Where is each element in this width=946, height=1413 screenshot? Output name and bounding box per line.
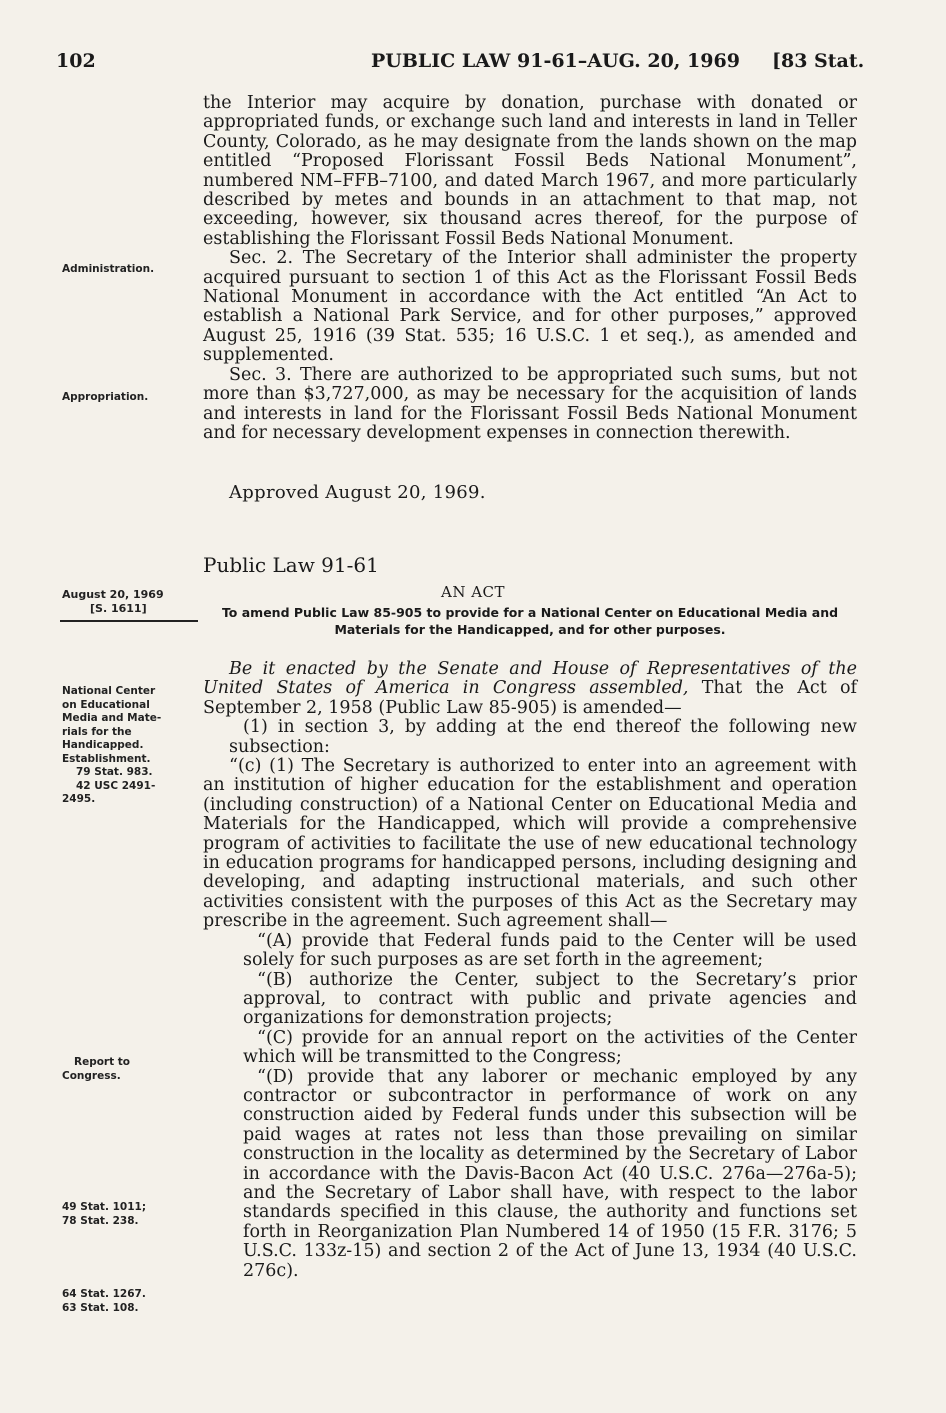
clause-c: “(C) provide for an annual report on the activities of the Center which will be transmitted to the Congress; xyxy=(243,1027,857,1068)
volume-ref: [83 Stat. xyxy=(772,50,865,72)
enacting-clause xyxy=(203,660,857,718)
enacting-clause-italic: Be it enacted by the Senate and House of Representatives of the United States of America in Congress assembled, xyxy=(203,659,857,699)
margin-note-administration: Administration. xyxy=(62,263,155,275)
approval-line: Approved August 20, 1969. xyxy=(229,482,486,503)
margin-center-line: 79 Stat. 983. xyxy=(76,766,153,778)
clause-b: “(B) authorize the Center, subject to the Secretary’s prior approval, to contract with public and private agencies and organizations for demonstration projects; xyxy=(243,969,857,1029)
enacting-clause-text: That the Act of September 2, 1958 (Public Law 85-905) is amended— xyxy=(203,678,857,718)
section-2: Sec. 2. The Secretary of the Interior shall administer the property acquired pursuant to section 1 of this Act as the Florissant Fossil Beds National Monument in accordance with the Act entitled “An Act to establish a National Park Service, and for other purposes,” approved August 25, 1916 (39 Stat. 535; 16 U.S.C. 1 et seq.), as amended and supplemented. xyxy=(203,248,857,366)
margin-note-center xyxy=(62,685,194,807)
margin-note-report xyxy=(62,1056,194,1083)
enactment-block xyxy=(203,660,857,1281)
page-number: 102 xyxy=(56,50,96,72)
margin-center-line: rials for the xyxy=(62,725,132,738)
amendment-item-1: (1) in section 3, by adding at the end thereof the following new subsection: xyxy=(229,717,857,757)
act-description: To amend Public Law 85-905 to provide for a National Center on Educational Media and Materials for the Handicapped, and for other purposes. xyxy=(221,605,839,637)
clause-d: “(D) provide that any laborer or mechanic employed by any contractor or subcontractor in performance of work on any construction aided by Federal funds under this subsection will be paid wages at rates not less than those prevailing on similar construction in the locality as determined by the Secretary of Labor in accordance with the Davis-Bacon Act (40 U.S.C. 276a—276a-5); and the Secretary of Labor shall have, with respect to the labor standards specified in this clause, the authority and functions set forth in Reorganization Plan Numbered 14 of 1950 (15 F.R. 3176; 5 U.S.C. 133z-15) and section 2 of the Act of June 13, 1934 (40 U.S.C. 276c). xyxy=(243,1066,857,1281)
margin-note-stat-2 xyxy=(62,1288,194,1315)
margin-report-line: Report to xyxy=(74,1056,131,1068)
margin-stat-line: 78 Stat. 238. xyxy=(62,1214,139,1227)
margin-note-stat-1 xyxy=(62,1201,194,1228)
margin-rule xyxy=(60,620,198,622)
margin-center-line: Establishment. xyxy=(62,752,151,765)
margin-date: August 20, 1969 xyxy=(62,588,164,601)
margin-note-date xyxy=(62,588,194,615)
margin-stat-line: 64 Stat. 1267. xyxy=(62,1288,146,1300)
margin-center-line: 42 USC 2491- xyxy=(76,779,156,792)
act-heading: AN ACT xyxy=(441,583,506,601)
public-law-number: Public Law 91-61 xyxy=(203,553,379,577)
section-1-continued: the Interior may acquire by donation, purchase with donated or appropriated funds, or exchange such land and interests in land in Teller County, Colorado, as he may designate from the lands shown on the map entitled “Proposed Florissant Fossil Beds National Monument”, numbered NM–FFB–7100, and dated March 1967, and more particularly described by metes and bounds in an attachment to that map, not exceeding, however, six thousand acres thereof, for the purpose of establishing the Florissant Fossil Beds National Monument. xyxy=(203,93,857,249)
clause-a: “(A) provide that Federal funds paid to the Center will be used solely for such purposes as are set forth in the agreement; xyxy=(243,930,857,971)
margin-center-line: Handicapped. xyxy=(62,739,144,751)
section-3: Sec. 3. There are authorized to be appropriated such sums, but not more than $3,727,000, as may be necessary for the acquisition of lands and interests in land for the Florissant Fossil Beds National Monument and for necessary development expenses in connection therewith. xyxy=(203,364,857,443)
margin-note-appropriation: Appropriation. xyxy=(62,391,149,403)
margin-bill: [S. 1611] xyxy=(90,601,147,615)
margin-stat-line: 63 Stat. 108. xyxy=(62,1301,139,1314)
margin-stat-line: 49 Stat. 1011; xyxy=(62,1201,147,1213)
margin-center-line: 2495. xyxy=(62,793,96,805)
section-continued-block xyxy=(203,94,857,443)
margin-report-line: Congress. xyxy=(62,1069,121,1082)
subsection-c1: “(c) (1) The Secretary is authorized to enter into an agreement with an institution of higher education for the establishment and operation (including construction) of a National Center on Educational Media and Materials for the Handicapped, which will provide a comprehensive program of activities to facilitate the use of new educational technology in education programs for handicapped persons, including designing and developing, and adapting instructional materials, and such other activities consistent with the purposes of this Act as the Secretary may prescribe in the agreement. Such agreement shall— xyxy=(203,756,857,932)
margin-center-line: National Center xyxy=(62,685,156,697)
margin-center-line: Media and Mate- xyxy=(62,712,162,724)
margin-center-line: on Educational xyxy=(62,698,150,711)
running-title: PUBLIC LAW 91-61–AUG. 20, 1969 xyxy=(371,50,740,72)
